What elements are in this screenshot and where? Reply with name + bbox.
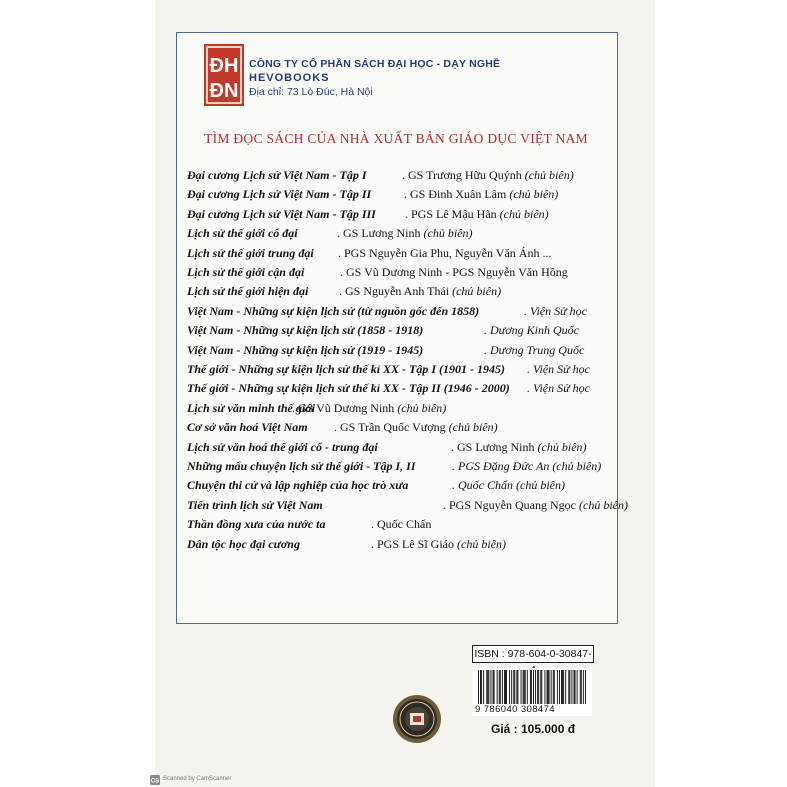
barcode-bar bbox=[541, 670, 542, 704]
barcode-bar bbox=[487, 670, 488, 704]
book-author-name: . PGS Lê Sĩ Giáo bbox=[371, 536, 455, 551]
book-author-name: . PGS Nguyễn Quang Ngọc bbox=[443, 497, 576, 512]
barcode-bar bbox=[574, 670, 575, 704]
barcode-bar bbox=[483, 670, 484, 704]
book-author-name: . Quốc Chấn bbox=[452, 478, 513, 493]
book-author-role: (chủ biên) bbox=[579, 497, 628, 512]
barcode-bar bbox=[505, 670, 506, 704]
publisher-address: Địa chỉ: 73 Lò Đúc, Hà Nội bbox=[249, 86, 373, 98]
barcode-bar bbox=[517, 670, 518, 704]
book-author-role: (chủ biên) bbox=[423, 226, 473, 241]
book-author-name: . Dương Trung Quốc bbox=[484, 342, 585, 357]
book-title: Lịch sử thế giới cổ đại bbox=[187, 226, 298, 241]
book-author-role: (chủ biên) bbox=[499, 206, 549, 221]
isbn-label: ISBN : 978-604-0-30847-4 bbox=[472, 645, 594, 663]
barcode-bar bbox=[521, 670, 522, 704]
barcode-bar bbox=[533, 670, 534, 704]
book-title: Lịch sử thế giới cận đại bbox=[187, 265, 305, 279]
barcode-bar bbox=[575, 670, 576, 704]
book-author bbox=[334, 420, 498, 435]
book-author-name: . Viện Sử học bbox=[527, 362, 590, 376]
barcode-bar bbox=[478, 670, 479, 704]
barcode-bar bbox=[554, 670, 555, 704]
publisher-seal-icon bbox=[392, 694, 442, 744]
barcode-bar bbox=[524, 670, 525, 704]
barcode-bar bbox=[509, 670, 510, 704]
book-list-heading: TÌM ĐỌC SÁCH CỦA NHÀ XUẤT BẢN GIÁO DỤC VIỆT NAM bbox=[204, 131, 588, 146]
barcode-bar bbox=[500, 670, 501, 704]
book-title: Thế giới - Những sự kiện lịch sử thế kỉ XX - Tập I (1901 - 1945) bbox=[187, 362, 506, 376]
book-author-name: . GS Nguyễn Anh Thái bbox=[339, 284, 450, 299]
barcode-bar bbox=[486, 670, 487, 704]
book-author-name: . Viện Sử học bbox=[527, 381, 590, 396]
book-author bbox=[443, 498, 628, 513]
barcode-bar bbox=[565, 670, 566, 704]
book-author-name: . PGS Đặng Đức An (chủ biên) bbox=[452, 459, 602, 473]
barcode-bar bbox=[494, 670, 495, 704]
book-title: Đại cương Lịch sử Việt Nam - Tập I bbox=[187, 168, 367, 182]
book-author-role: (chủ biên) bbox=[452, 284, 502, 299]
book-author-name: . Dương Kinh Quốc bbox=[484, 323, 579, 338]
book-author-name: . GS Vũ Dương Ninh - PGS Nguyễn Văn Hồng bbox=[340, 265, 568, 279]
svg-text:ĐH: ĐH bbox=[209, 55, 239, 77]
barcode-bar bbox=[488, 670, 489, 704]
book-title: Việt Nam - Những sự kiện lịch sử (1858 - 1918) bbox=[187, 323, 424, 338]
book-author bbox=[451, 440, 587, 455]
barcode-bar bbox=[547, 670, 548, 704]
book-author bbox=[452, 459, 601, 474]
barcode-bar bbox=[569, 670, 570, 704]
barcode-bar bbox=[544, 670, 545, 704]
barcode-bar bbox=[557, 670, 558, 704]
book-author bbox=[484, 323, 579, 338]
price-label: Giá : 105.000 đ bbox=[491, 722, 576, 736]
book-author bbox=[404, 187, 558, 202]
book-author-name: . GS Đinh Xuân Lâm bbox=[404, 187, 507, 202]
barcode-bar bbox=[531, 670, 532, 704]
book-title: Việt Nam - Những sự kiện lịch sử (từ nguồn gốc đến 1858) bbox=[187, 303, 480, 318]
book-title: Thế giới - Những sự kiện lịch sử thế kỉ XX - Tập II (1946 - 2000) bbox=[187, 381, 510, 396]
barcode-bar bbox=[577, 670, 578, 704]
book-author-name: . Quốc Chấn bbox=[371, 517, 432, 532]
book-author-name: . Viện Sử học bbox=[524, 303, 587, 318]
barcode-digits: 9 786040 308474 bbox=[475, 704, 555, 715]
book-author-role: (chủ biên) bbox=[509, 187, 559, 202]
barcode-bar bbox=[506, 670, 507, 704]
publisher-logo-icon bbox=[204, 44, 244, 106]
barcode-bar bbox=[553, 670, 554, 704]
barcode-bar bbox=[581, 670, 582, 704]
book-title: Đại cương Lịch sử Việt Nam - Tập II bbox=[187, 187, 372, 202]
book-author bbox=[524, 304, 587, 319]
barcode-bar bbox=[497, 670, 498, 704]
barcode-bar bbox=[499, 670, 500, 704]
scanner-watermark-text: Scanned by CamScanner bbox=[163, 776, 232, 782]
book-author bbox=[339, 284, 501, 299]
book-author-name: . GS Lương Ninh bbox=[451, 439, 535, 454]
barcode-bar bbox=[559, 670, 560, 704]
barcode-bar bbox=[493, 670, 494, 704]
publisher-info bbox=[249, 58, 500, 99]
barcode-bar bbox=[523, 670, 524, 704]
book-title: Lịch sử văn hoá thế giới cổ - trung đại bbox=[187, 439, 378, 454]
book-author bbox=[402, 168, 574, 183]
book-author-name: . PGS Nguyễn Gia Phu, Nguyễn Văn Ánh ... bbox=[338, 245, 552, 260]
barcode-bar bbox=[551, 670, 552, 704]
barcode-bar bbox=[561, 670, 562, 704]
book-author bbox=[292, 401, 446, 416]
book-author bbox=[484, 343, 584, 358]
barcode-bar bbox=[540, 670, 541, 704]
barcode-bar bbox=[583, 670, 584, 704]
book-title: Tiến trình lịch sử Việt Nam bbox=[187, 497, 323, 512]
barcode-bar bbox=[525, 670, 526, 704]
book-author bbox=[405, 207, 549, 222]
book-author-role: (chủ biên) bbox=[457, 536, 506, 551]
book-author bbox=[340, 265, 568, 280]
barcode-bar bbox=[480, 670, 481, 704]
book-title: Những mẩu chuyện lịch sử thế giới - Tập I, II bbox=[187, 459, 416, 473]
barcode-bar bbox=[562, 670, 563, 704]
barcode-bar bbox=[537, 670, 538, 704]
barcode-bar bbox=[549, 670, 550, 704]
book-author-role: (chủ biên) bbox=[397, 400, 447, 415]
book-title: Thần đồng xưa của nước ta bbox=[187, 517, 326, 532]
book-author-role: (chủ biên) bbox=[516, 478, 565, 493]
svg-text:CS: CS bbox=[150, 778, 160, 785]
barcode-bar bbox=[585, 670, 586, 704]
book-author-name: . GS Lương Ninh bbox=[337, 226, 421, 241]
book-title: Việt Nam - Những sự kiện lịch sử (1919 - 1945) bbox=[187, 342, 424, 357]
barcode-bar bbox=[571, 670, 572, 704]
book-title: Chuyện thi cử và lập nghiệp của học trò xưa bbox=[187, 478, 409, 493]
book-author bbox=[371, 517, 431, 532]
barcode-bar bbox=[530, 670, 531, 704]
book-author bbox=[527, 362, 590, 377]
publisher-company: CÔNG TY CỔ PHẦN SÁCH ĐẠI HỌC - DẠY NGHỀ bbox=[249, 58, 501, 70]
book-author-role: (chủ biên) bbox=[448, 420, 498, 435]
barcode-bar bbox=[568, 670, 569, 704]
book-title: Dân tộc học đại cương bbox=[187, 536, 300, 551]
book-title: Lịch sử văn minh thế giới bbox=[187, 400, 315, 415]
book-author bbox=[527, 381, 590, 396]
barcode-bar bbox=[527, 670, 528, 704]
book-author-name: . GS Trần Quốc Vượng bbox=[334, 420, 446, 435]
barcode-bar bbox=[490, 670, 491, 704]
barcode-bar bbox=[502, 670, 503, 704]
barcode-bar bbox=[504, 670, 505, 704]
book-author bbox=[371, 537, 506, 552]
book-author bbox=[338, 246, 551, 261]
book-author-role: (chủ biên) bbox=[524, 168, 574, 182]
book-title: Lịch sử thế giới hiện đại bbox=[187, 284, 309, 299]
barcode-bar bbox=[511, 670, 512, 704]
book-author bbox=[337, 226, 473, 241]
book-title: Lịch sử thế giới trung đại bbox=[187, 245, 314, 260]
book-author-role: (chủ biên) bbox=[537, 439, 587, 454]
book-author-name: . GS Vũ Dương Ninh bbox=[292, 400, 395, 415]
barcode-bar bbox=[481, 670, 482, 704]
book-author bbox=[452, 478, 565, 493]
svg-text:ĐN: ĐN bbox=[209, 80, 239, 102]
barcode-bar bbox=[538, 670, 539, 704]
barcode-bar bbox=[563, 670, 564, 704]
book-author-name: . GS Trương Hữu Quýnh bbox=[402, 168, 522, 182]
book-title: Đại cương Lịch sử Việt Nam - Tập III bbox=[187, 206, 376, 221]
barcode-bar bbox=[514, 670, 515, 704]
book-title: Cơ sở văn hoá Việt Nam bbox=[187, 420, 308, 435]
publisher-brand: HEVOBOOKS bbox=[249, 72, 330, 84]
barcode-bar bbox=[535, 670, 536, 704]
barcode-bar bbox=[513, 670, 514, 704]
barcode-bar bbox=[580, 670, 581, 704]
book-author-name: . PGS Lê Mậu Hãn bbox=[405, 206, 497, 221]
barcode-bar bbox=[548, 670, 549, 704]
barcode-bar bbox=[516, 670, 517, 704]
